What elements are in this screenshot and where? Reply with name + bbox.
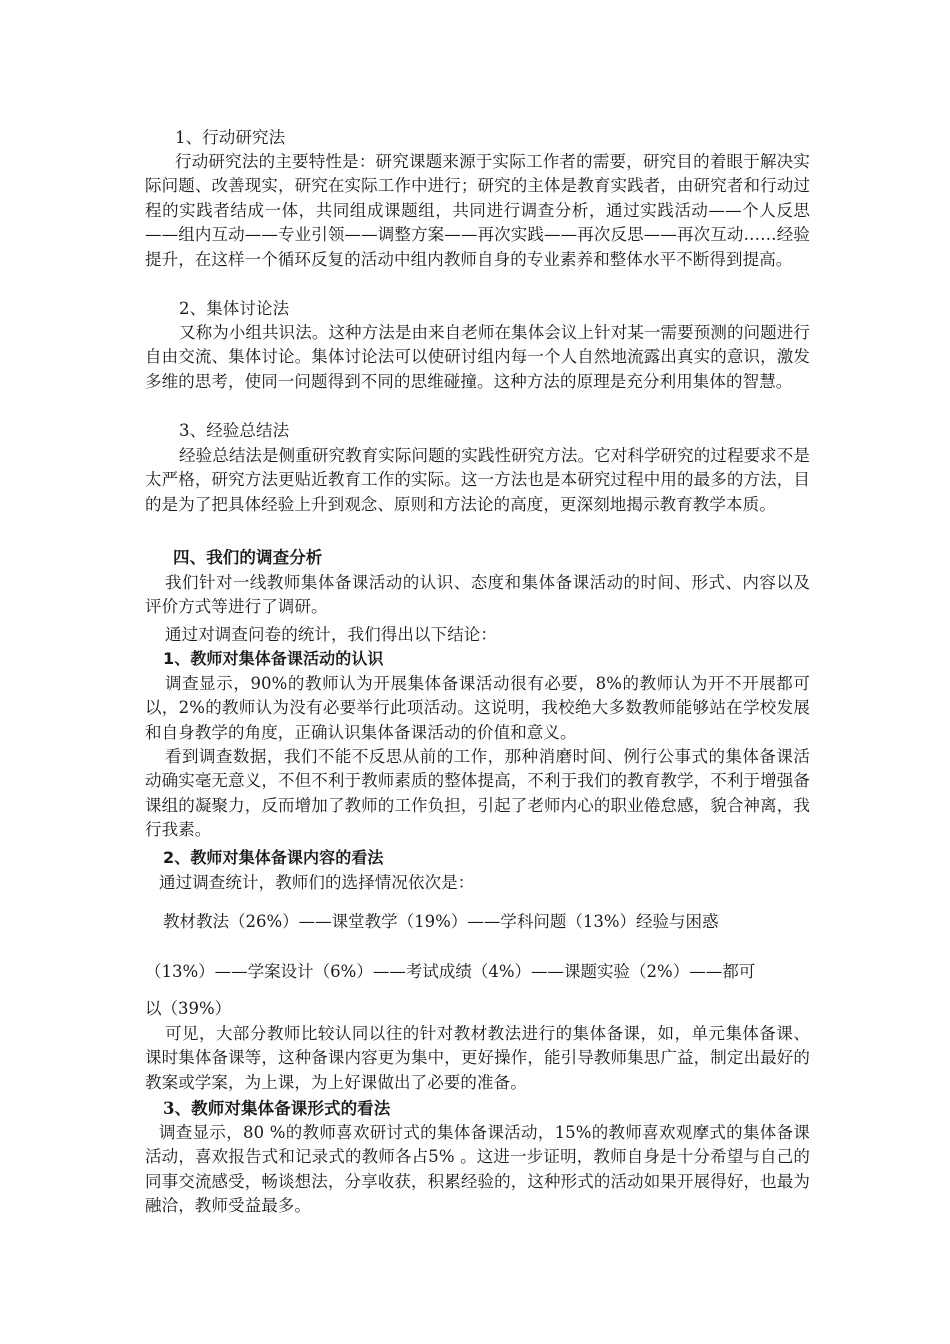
- section-3-title: 3、经验总结法: [179, 421, 290, 440]
- question-3-body: 调查显示，80 %的教师喜欢研讨式的集体备课活动，15%的教师喜欢观摩式的集体备课活动，喜欢报告式和记录式的教师各占5% 。这进一步证明，教师自身是十分希望与自己的同事交流感受，畅谈想法，分享收获，积累经验的，这种形式的活动如果开展得好，也最为融洽，教师受益最多。: [145, 1123, 810, 1216]
- section-1-title: 1、行动研究法: [175, 128, 286, 147]
- question-2-list-line-3: 以（39%）: [145, 999, 232, 1018]
- question-1-body-1: 调查显示，90%的教师认为开展集体备课活动很有必要，8%的教师认为开不开展都可以，2%的教师认为没有必要举行此项活动。这说明，我校绝大多数教师能够站在学校发展和自身教学的角度，正确认识集体备课活动的价值和意义。: [145, 674, 810, 742]
- question-1-title: 1、教师对集体备课活动的认识: [163, 649, 384, 668]
- section-4-body-2: 通过对调查问卷的统计，我们得出以下结论：: [165, 625, 497, 644]
- question-2-list-line-1: 教材教法（26%）——课堂教学（19%）——学科问题（13%）经验与困惑: [163, 912, 719, 931]
- section-2-body: 又称为小组共识法。这种方法是由来自老师在集体会议上针对某一需要预测的问题进行自由交流、集体讨论。集体讨论法可以使研讨组内每一个人自然地流露出真实的意识，激发多维的思考，使同一问题得到不同的思维碰撞。这种方法的原理是充分利用集体的智慧。: [145, 323, 810, 391]
- question-2-list-line-2: （13%）——学案设计（6%）——考试成绩（4%）——课题实验（2%）——都可: [145, 962, 756, 981]
- question-2-body-2: 可见，大部分教师比较认同以往的针对教材教法进行的集体备课，如，单元集体备课、课时集体备课等，这种备课内容更为集中，更好操作，能引导教师集思广益，制定出最好的教案或学案，为上课，为上好课做出了必要的准备。: [145, 1024, 810, 1092]
- section-4-body-1: 我们针对一线教师集体备课活动的认识、态度和集体备课活动的时间、形式、内容以及评价方式等进行了调研。: [145, 573, 810, 617]
- question-2-body-1: 通过调查统计，教师们的选择情况依次是：: [159, 873, 475, 892]
- question-2-title: 2、教师对集体备课内容的看法: [163, 848, 384, 867]
- section-1-body: 行动研究法的主要特性是：研究课题来源于实际工作者的需要，研究目的着眼于解决实际问题、改善现实，研究在实际工作中进行；研究的主体是教育实践者，由研究者和行动过程的实践者结成一体，共同组成课题组，共同进行调查分析，通过实践活动——个人反思——组内互动——专业引领——调整方案——再次实践——再次反思——再次互动……经验提升，在这样一个循环反复的活动中组内教师自身的专业素养和整体水平不断得到提高。: [145, 152, 810, 269]
- section-3-body: 经验总结法是侧重研究教育实际问题的实践性研究方法。它对科学研究的过程要求不是太严格，研究方法更贴近教育工作的实际。这一方法也是本研究过程中用的最多的方法，目的是为了把具体经验上升到观念、原则和方法论的高度，更深刻地揭示教育教学本质。: [145, 446, 810, 514]
- question-1-body-2: 看到调查数据，我们不能不反思从前的工作，那种消磨时间、例行公事式的集体备课活动确实毫无意义，不但不利于教师素质的整体提高，不利于我们的教育教学，不利于增强备课组的凝聚力，反而增加了教师的工作负担，引起了老师内心的职业倦怠感，貌合神离，我行我素。: [145, 747, 810, 840]
- section-4-title: 四、我们的调查分析: [173, 548, 323, 567]
- section-2-title: 2、集体讨论法: [179, 299, 290, 318]
- question-3-title: 3、教师对集体备课形式的看法: [163, 1099, 391, 1118]
